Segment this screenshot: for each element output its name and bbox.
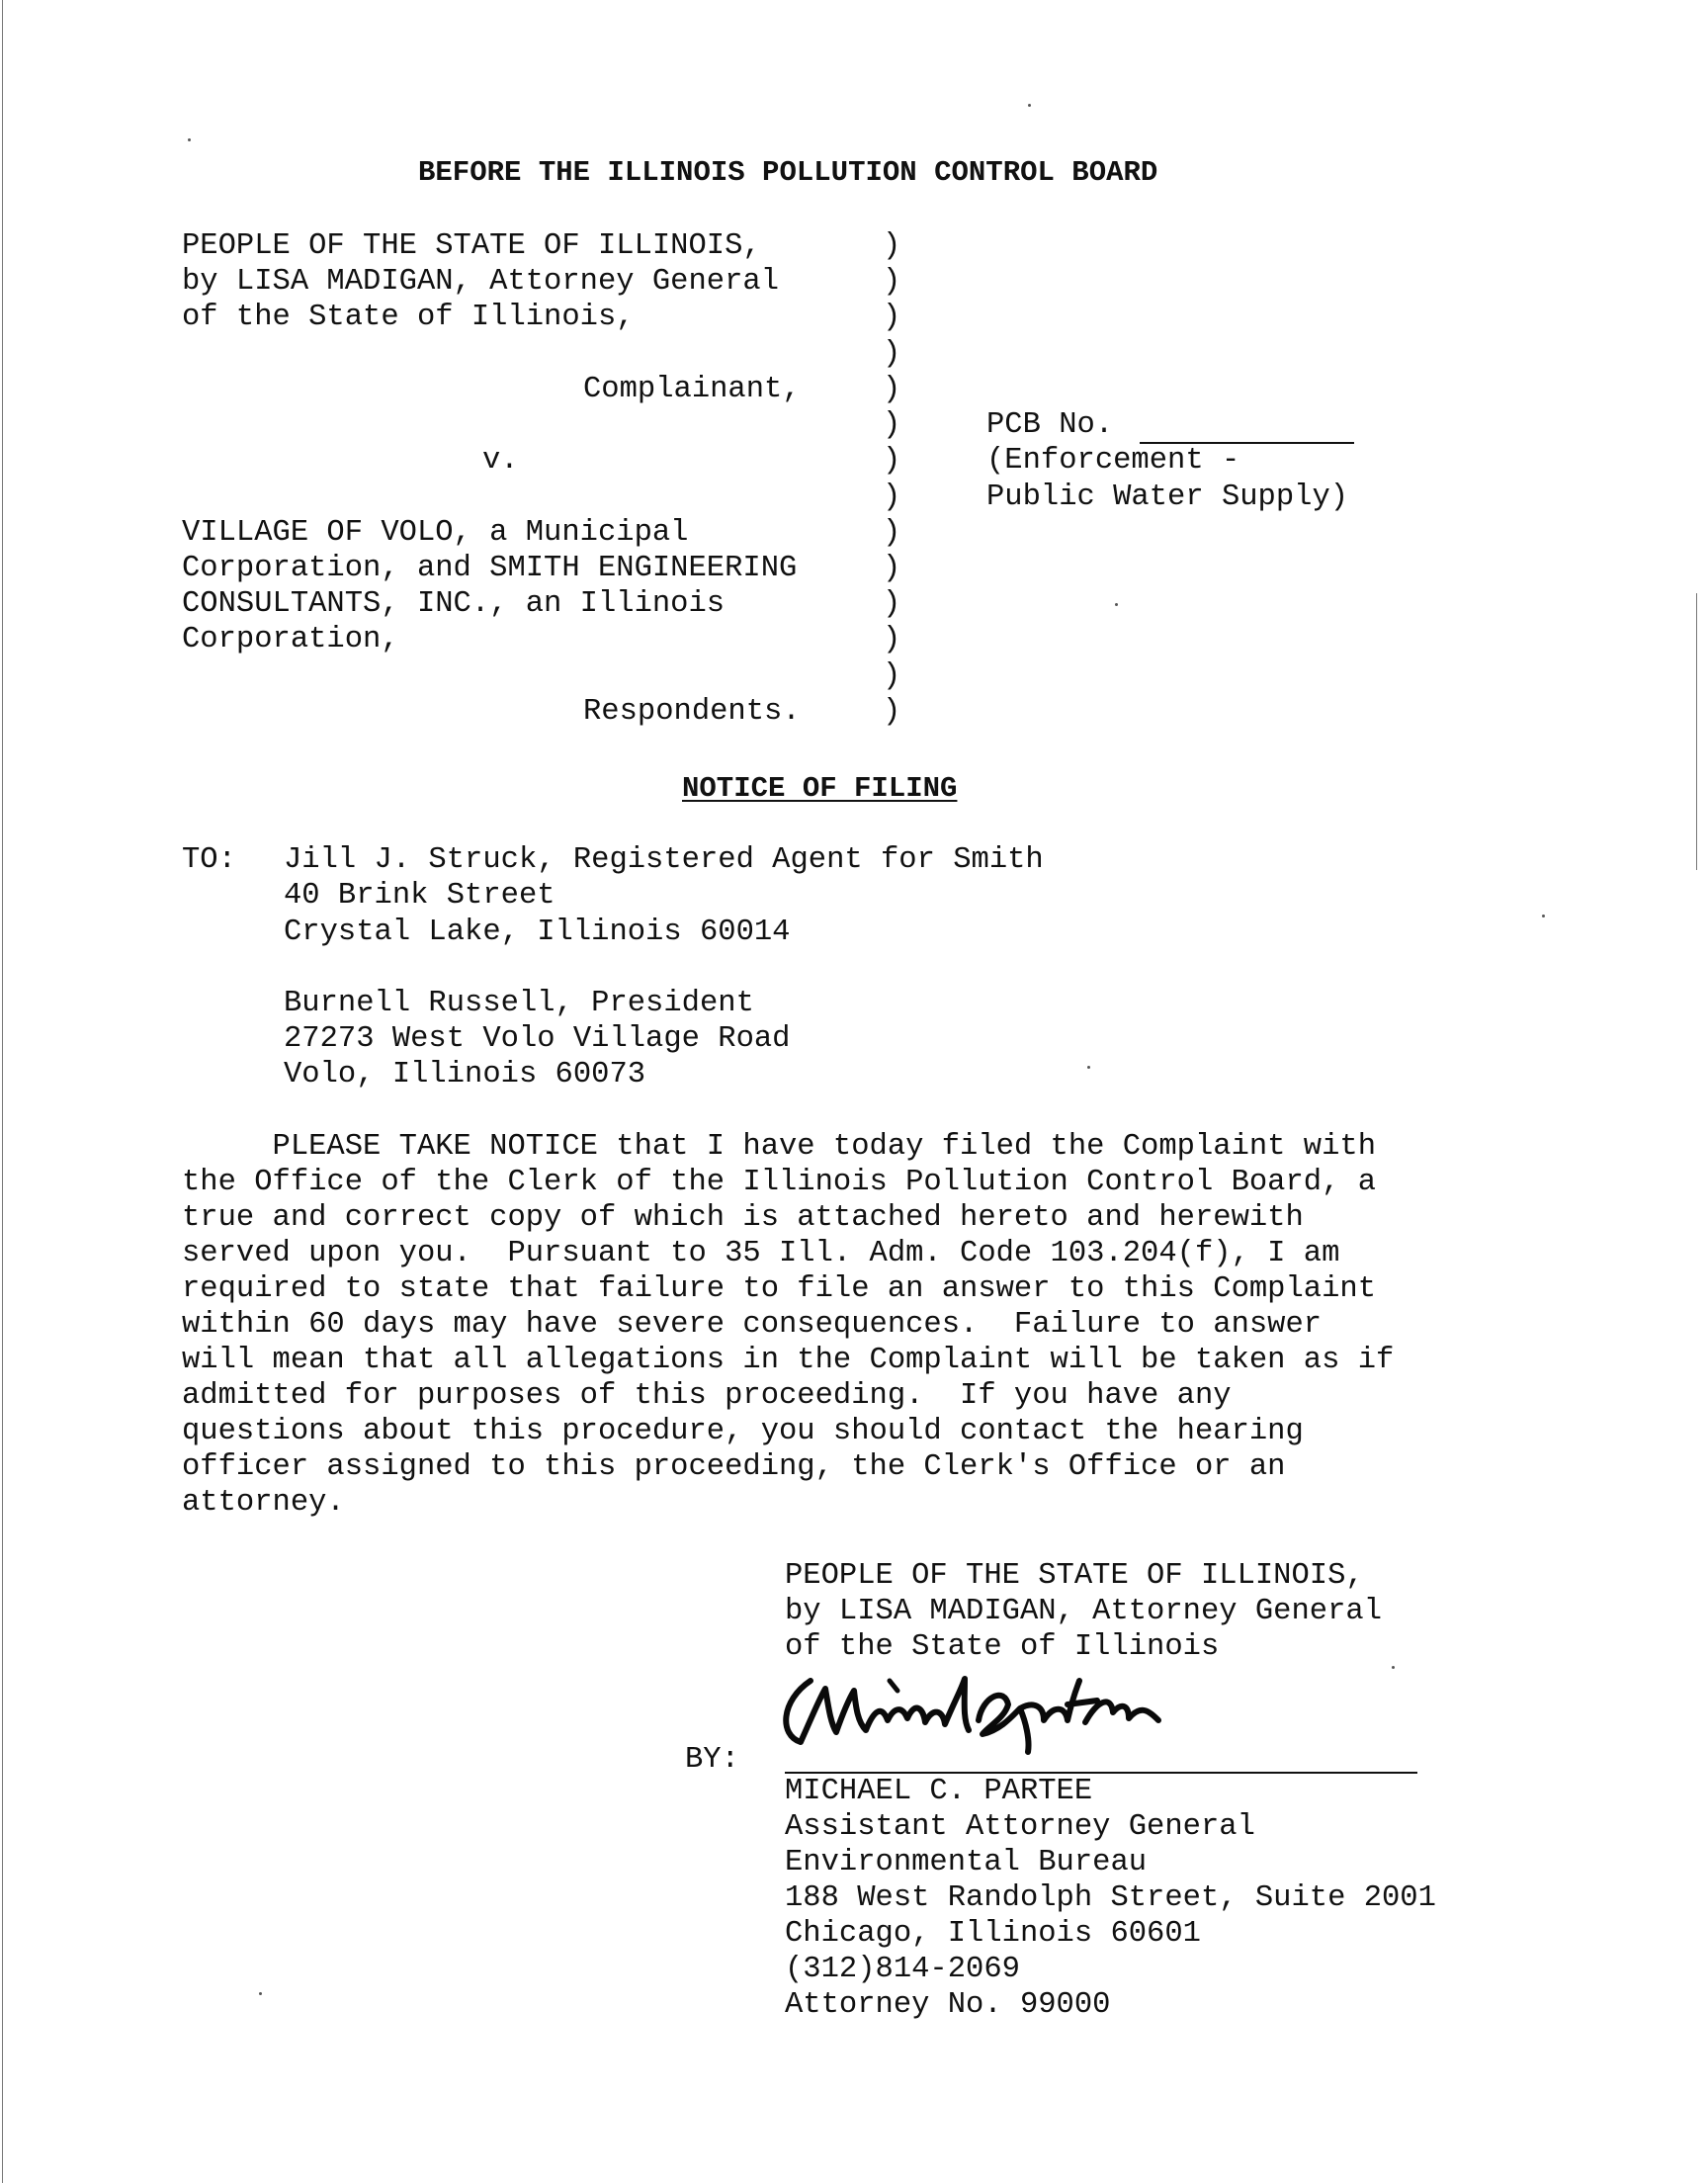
complainant-line: PEOPLE OF THE STATE OF ILLINOIS,	[182, 229, 761, 263]
body-line: will mean that all allegations in the Complaint will be taken as if	[182, 1344, 1395, 1377]
scan-speck	[188, 138, 191, 141]
board-heading: BEFORE THE ILLINOIS POLLUTION CONTROL BOARD	[418, 156, 1158, 189]
caption-paren: )	[883, 695, 901, 729]
case-number-label: PCB No.	[986, 408, 1114, 442]
to-label: TO:	[182, 843, 236, 877]
respondent-label: Respondents.	[583, 695, 801, 729]
respondent-line: Corporation, and SMITH ENGINEERING	[182, 552, 798, 585]
signer-line: Environmental Bureau	[785, 1846, 1148, 1879]
caption-paren: )	[883, 480, 901, 514]
caption-paren: )	[883, 444, 901, 478]
caption-paren: )	[883, 301, 901, 334]
body-line: questions about this procedure, you should contact the hearing	[182, 1415, 1304, 1448]
body-line: officer assigned to this proceeding, the Clerk's Office or an	[182, 1450, 1286, 1484]
signer-line: MICHAEL C. PARTEE	[785, 1775, 1093, 1808]
versus-label: v.	[482, 444, 519, 478]
scan-speck	[1542, 915, 1545, 917]
body-line: true and correct copy of which is attached hereto and herewith	[182, 1201, 1304, 1235]
signer-line: Attorney No. 99000	[785, 1988, 1111, 2022]
scan-speck	[259, 1992, 262, 1995]
caption-paren: )	[883, 623, 901, 656]
recipient-line: Burnell Russell, President	[284, 987, 754, 1020]
notice-title: NOTICE OF FILING	[682, 772, 958, 805]
signature-party-line: of the State of Illinois	[785, 1630, 1220, 1664]
complainant-label: Complainant,	[583, 373, 801, 406]
complainant-line: of the State of Illinois,	[182, 301, 635, 334]
case-type-line: (Enforcement -	[986, 444, 1240, 478]
complainant-line: by LISA MADIGAN, Attorney General	[182, 265, 779, 299]
handwritten-signature	[771, 1661, 1206, 1760]
signer-line: (312)814-2069	[785, 1953, 1020, 1986]
recipient-line: Crystal Lake, Illinois 60014	[284, 916, 791, 949]
body-line: within 60 days may have severe consequences. Failure to answer	[182, 1308, 1323, 1342]
respondent-line: CONSULTANTS, INC., an Illinois	[182, 587, 726, 621]
caption-paren: )	[883, 229, 901, 263]
by-label: BY:	[685, 1743, 739, 1777]
caption-paren: )	[883, 552, 901, 585]
body-line: attorney.	[182, 1486, 345, 1520]
scan-speck	[1087, 1066, 1090, 1069]
body-line: served upon you. Pursuant to 35 Ill. Adm. Code 103.204(f), I am	[182, 1237, 1340, 1270]
signer-line: Chicago, Illinois 60601	[785, 1917, 1201, 1951]
scan-edge-right	[1696, 593, 1697, 870]
respondent-line: Corporation,	[182, 623, 399, 656]
recipient-line: Jill J. Struck, Registered Agent for Smith	[284, 843, 1044, 877]
respondent-line: VILLAGE OF VOLO, a Municipal	[182, 516, 689, 550]
caption-paren: )	[883, 587, 901, 621]
body-line: PLEASE TAKE NOTICE that I have today filed the Complaint with	[182, 1130, 1376, 1164]
body-line: admitted for purposes of this proceeding. If you have any	[182, 1379, 1232, 1413]
caption-paren: )	[883, 516, 901, 550]
recipient-line: 27273 West Volo Village Road	[284, 1022, 791, 1056]
recipient-line: 40 Brink Street	[284, 879, 555, 913]
signer-line: 188 West Randolph Street, Suite 2001	[785, 1881, 1436, 1915]
caption-paren: )	[883, 408, 901, 442]
caption-paren: )	[883, 337, 901, 371]
signature-party-line: PEOPLE OF THE STATE OF ILLINOIS,	[785, 1559, 1364, 1593]
scan-edge-left	[2, 0, 3, 2183]
caption-paren: )	[883, 659, 901, 693]
scan-speck	[1115, 603, 1118, 606]
scan-speck	[1028, 104, 1031, 107]
body-line: required to state that failure to file an answer to this Complaint	[182, 1272, 1376, 1306]
body-line: the Office of the Clerk of the Illinois Pollution Control Board, a	[182, 1166, 1376, 1199]
caption-paren: )	[883, 373, 901, 406]
scan-speck	[1392, 1666, 1395, 1669]
case-type-line: Public Water Supply)	[986, 480, 1349, 514]
signature-party-line: by LISA MADIGAN, Attorney General	[785, 1595, 1382, 1628]
signer-line: Assistant Attorney General	[785, 1810, 1255, 1844]
recipient-line: Volo, Illinois 60073	[284, 1058, 646, 1092]
caption-paren: )	[883, 265, 901, 299]
